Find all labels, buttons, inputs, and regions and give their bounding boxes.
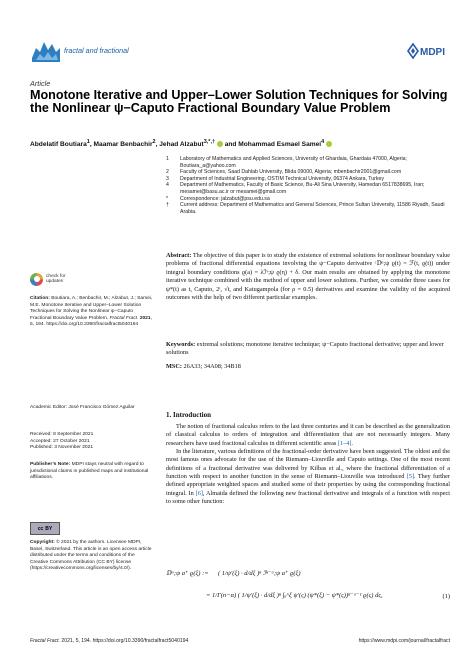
author-name[interactable]: Jehad Alzabut	[159, 141, 204, 149]
keywords-label: Keywords:	[166, 341, 196, 348]
affiliation-row: 2 Faculty of Sciences, Saad Dahlab University, Blida 09000, Algeria; mbenbachir2001@gmail.com	[166, 169, 402, 176]
citation-year: 2021	[139, 315, 151, 321]
check-for-updates-button[interactable]	[30, 270, 86, 288]
section-title: Introduction	[173, 411, 211, 419]
page-header	[0, 0, 474, 70]
affiliations	[166, 156, 456, 215]
equation	[166, 565, 450, 610]
by-label: BY	[45, 525, 53, 532]
check-updates-label: check for	[46, 273, 66, 279]
copyright-label: Copyright:	[30, 540, 55, 545]
accepted-date: Accepted: 27 October 2021	[30, 438, 90, 444]
footer-citation: Fractal Fract. 2021, 5, 194. https://doi.org/10.3390/fractalfract5040194	[30, 638, 189, 644]
affiliation-row: † Current address: Department of Mathematics and General Sciences, Prince Sultan University, 11586 Riyadh, Saudi Arabia.	[166, 202, 445, 215]
equation-lhs: 𝔻ᵅ;ψ a⁺ ϱ(ξ) :=	[166, 570, 209, 577]
editor-label: Academic Editor:	[30, 405, 67, 410]
footer-journal-url[interactable]: https://www.mdpi.com/journal/fractalfract	[358, 638, 450, 644]
citation-doi[interactable]: , 5, 194. https://doi.org/10.3390/fractalfract5040194	[30, 315, 152, 328]
citation-label: Citation:	[30, 296, 50, 301]
author-affil-sup: 3,*,†	[203, 139, 216, 145]
citation-text: Boutiara, A.; Benbachir, M.; Alzabut, J.; Samei, M.E. Monotone Iterative and Upper–Lower Solution Techniques for Solving the Nonlinear ψ−Caputo Fractional Boundary Value Problem.	[30, 296, 153, 321]
author-name[interactable]: Mohammad Esmael Samei	[238, 141, 322, 149]
published-date: Published: 3 November 2021	[30, 445, 94, 451]
academic-editor	[30, 405, 154, 412]
author-name[interactable]: Abdelatif Boutiara	[30, 141, 87, 149]
author-affil-sup: 1	[86, 139, 90, 145]
citation-block	[30, 296, 154, 329]
author-list: Abdelatif Boutiara$^1$, Maamar Benbachir$^2$, Jehad Alzabut$^{3,*,\dagger}$ and Mohammad Esmael Samei$^4$	[30, 138, 450, 149]
abstract	[166, 252, 450, 302]
author-name[interactable]: Maamar Benbachir	[93, 141, 153, 149]
orcid-icon[interactable]	[217, 141, 223, 147]
publisher-note	[30, 462, 154, 482]
paragraph: The notion of fractional calculus refers to the last three centuries and it can be described as the generalization of classical calculus to orders of integration and differentiation that are not necessarily integers. Many researchers have used fractional calculus in different scientific areas [1–4].	[166, 423, 450, 447]
body-text	[166, 423, 450, 506]
citation-link[interactable]: [1–4]	[337, 439, 352, 447]
check-updates-label: updates	[46, 279, 64, 284]
received-date: Received: 8 September 2021	[30, 432, 94, 437]
orcid-icon[interactable]	[326, 141, 332, 147]
page-footer	[30, 638, 450, 644]
publisher-note-label: Publisher’s Note:	[30, 462, 71, 467]
cc-label: cc	[37, 525, 44, 532]
author-affil-sup: 4	[321, 139, 325, 145]
citation-link[interactable]: [5]	[406, 473, 415, 481]
mdpi-logo-icon	[404, 40, 448, 62]
citation-link[interactable]: [6]	[195, 489, 203, 497]
journal-name: fractal and fractional	[64, 46, 129, 55]
paper-title: Monotone Iterative and Upper–Lower Solution Techniques for Solving the Nonlinear ψ−Caputo Fractional Boundary Value Problem	[30, 88, 448, 116]
paragraph: In the literature, various definitions of the fractional-order derivative have been suggested. The oldest and the most famous ones advocate for the use of the Riemann–Liouville and Caputo settings. One of the most recent definitions of a fractional derivative was delivered by Kilbas et al., where the fractional differentiation of a function with respect to another function in the sense of Riemann–Liouville was introduced [5]. They further defined appropriate weighted spaces and studied some of their properties by using the corresponding fractional integral. In [6], Almaida defined the following new fractional derivative and integrals of a function with respect to some other function:	[166, 448, 451, 506]
journal-logo-icon	[30, 38, 62, 64]
abstract-label: Abstract:	[166, 252, 192, 259]
copyright-block	[30, 540, 154, 573]
section-heading	[166, 411, 211, 419]
affiliation-row: 3 Department of Industrial Engineering, OSTIM Technical University, 06374 Ankara, Turkey	[166, 175, 384, 182]
affiliation-row: 1 Laboratory of Mathematics and Applied Sciences, University of Ghardaia, Ghardaia 47000, Algeria; Boutiara_a@yahoo.com	[166, 156, 407, 169]
citation-journal: Fractal Fract.	[109, 315, 139, 321]
msc-label: MSC:	[166, 363, 182, 370]
article-type: Article	[30, 79, 51, 88]
equation-number: (1)	[442, 593, 450, 600]
msc-codes	[166, 363, 450, 370]
msc-text: 26A33; 34A08; 34B18	[183, 363, 241, 370]
check-updates-icon	[30, 273, 43, 286]
section-number: 1.	[166, 411, 172, 419]
mdpi-logo-text: MDPI	[420, 47, 445, 58]
keywords-text: extremal solutions; monotone iterative technique; ψ−Caputo fractional derivative; upper and lower solutions	[166, 341, 444, 357]
affiliation-row: 4 Department of Mathematics, Faculty of Basic Science, Bu-Ali Sina University, Hamedan 6517838695, Iran; mesamei@basu.ac.ir or mesamei@gmail.com	[166, 182, 425, 195]
editor-name: José Francisco Gómez Aguilar	[68, 405, 135, 410]
copyright-text: © 2021 by the authors. Licensee MDPI, Basel, Switzerland. This article is an open access article distributed under the terms and conditions of the Creative Commons Attribution (CC BY) license (https://creativecommons.org/licenses/by/4.0/).	[30, 540, 152, 572]
abstract-text: The objective of this paper is to study the existence of extremal solutions for nonlinear boundary value problems of fractional differential equations involving the ψ−Caputo derivative ᶜ𝔻ᵅ;ψ ϱ(t) = ℱ(t, ϱ(t)) under integral boundary conditions ϱ(a) = λℐᵛ;ψ ϱ(η) + δ. Our main results are obtained by applying the monotone iterative technique combined with the method of upper and lower solutions. Further, we consider three cases for ψ*(t) as t, Caputo, 2ᵗ, √t, and Katugampola (for ρ = 0.5) derivatives and examine the validity of the acquired outcomes with the help of two different particular examples.	[166, 252, 451, 302]
author-affil-sup: 2	[152, 139, 156, 145]
publisher-note-text: MDPI stays neutral with regard to jurisdictional claims in published maps and institutional affiliations.	[30, 462, 149, 481]
keywords	[166, 341, 450, 358]
equation-line: ( 1/ψ′(ξ) · d/dξ )ⁿ ℐⁿ⁻ᵅ;ψ a⁺ ϱ(ξ)	[218, 570, 301, 577]
cc-by-license-icon[interactable]	[30, 522, 60, 535]
dates-block	[30, 432, 154, 452]
affiliation-row: * Correspondence: jalzabut@psu.edu.sa	[166, 195, 270, 202]
equation-line: = 1/Γ(n−α) ( 1/ψ′(ξ) · d/dξ )ⁿ ∫ₐ^ξ ψ′(ς) (ψ*(ξ) − ψ*(ς))ⁿ⁻ᵅ⁻¹ ϱ(ς) dς,	[206, 592, 383, 599]
